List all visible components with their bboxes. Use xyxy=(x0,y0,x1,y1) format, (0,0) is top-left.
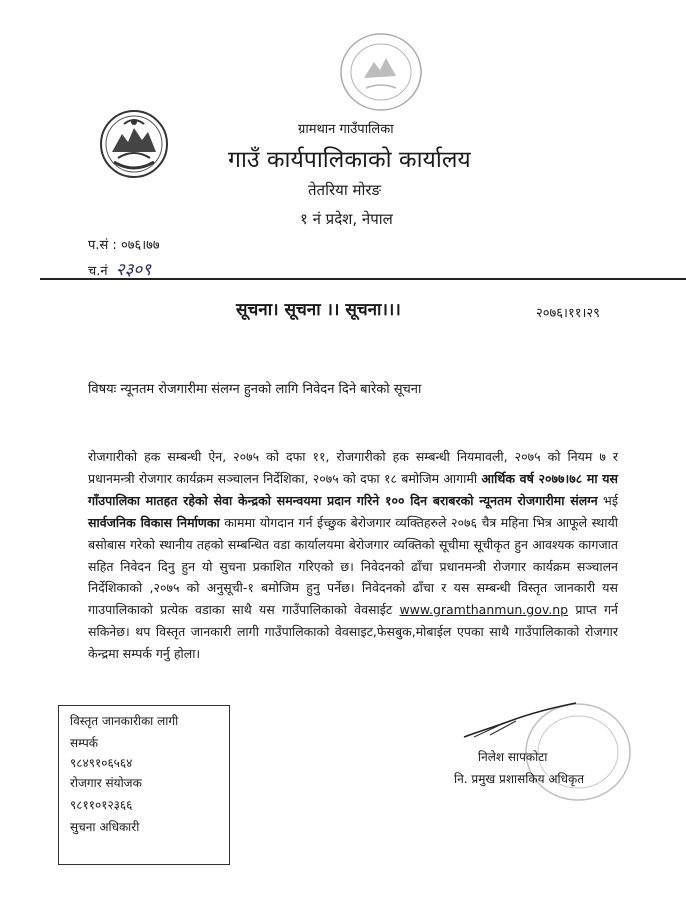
municipality-name: ग्रामथान गाउँपालिका xyxy=(298,122,394,137)
body-bold-1: आर्थिक वर्ष २०७७।७८ मा यस गाँउपालिका मातहत रहेको सेवा केन्द्रको समन्वयमा प्रदान गरिने १०० दिन बराबरको न्यूनतम रोजगारीमा संलग्न xyxy=(88,470,618,508)
body-part-4: प्राप्त गर्न सकिनेछ। थप विस्तृत जानकारी लागी गाउँपालिकाको वेवसाइट,फेसबुक,मोबाईल एपका साथै गाउँपालिकाको रोजगार केन्द्रमा सम्पर्क गर्नु होला। xyxy=(88,602,618,662)
handwritten-signature xyxy=(460,697,580,743)
ps-label: प.सं : xyxy=(88,238,117,253)
body-part-2: भई xyxy=(597,492,618,508)
office-title: गाउँ कार्यपालिकाको कार्यालय xyxy=(228,147,471,173)
website-link[interactable]: www.gramthanmun.gov.np xyxy=(399,602,569,618)
signer-title: नि. प्रमुख प्रशासकिय अधिकृत xyxy=(454,772,585,786)
notice-heading: सूचना। सूचना ।। सूचना।।। xyxy=(236,300,401,320)
notice-body xyxy=(88,446,618,665)
contact-phone-1: ९८४९१०६५६४ xyxy=(70,756,133,770)
signer-name: निलेश सापकोटा xyxy=(478,750,548,764)
chn-label: च.नं xyxy=(88,264,108,279)
contact-box xyxy=(58,705,230,865)
contact-phone-2: ९८११०१२३६६ xyxy=(70,798,133,812)
reference-ps xyxy=(88,235,160,253)
header-divider xyxy=(40,278,686,280)
body-bold-2: सार्वजनिक विकास निर्माणका xyxy=(88,514,220,530)
chn-handwritten-value: २३०९ xyxy=(115,260,152,280)
subject-line: विषयः न्यूनतम रोजगारीमा संलग्न हुनको लागि निवेदन दिने बारेको सूचना xyxy=(88,382,422,397)
contact-label: सम्पर्क xyxy=(70,736,98,750)
office-province: १ नं प्रदेश, नेपाल xyxy=(300,210,393,228)
notice-date: २०७६।११।२९ xyxy=(536,306,600,321)
contact-heading: विस्तृत जानकारीका लागी xyxy=(70,714,179,728)
body-part-1: रोजगारीको हक सम्बन्धी ऐन, २०७५ को दफा ११, रोजगारीको हक सम्बन्धी नियमावली, २०७५ को नियम ७ र प्रधानमन्त्री रोजगार कार्यक्रम सञ्चालन निर्देशिका, २०७५ को दफा १८ बमोजिम आगामी xyxy=(88,449,618,486)
contact-role-2: सुचना अधिकारी xyxy=(70,820,140,834)
body-part-3: काममा योगदान गर्न ईच्छुक बेरोजगार व्यक्तिहरुले २०७६ चैत्र महिना भित्र आफूले स्थायी बसोबास गरेको स्थानीय तहको सम्बन्धित वडा कार्यालयमा बेरोजगार व्यक्तिको सूचीमा सूचीकृत हुन आवश्यक कागजात सहित निवेदन दिनु हुन यो सुचना प्रकाशित गरिएको छ। निवेदनको ढाँचा प्रधानमन्त्री रोजगार कार्यक्रम सञ्चालन निर्देशिकाको ,२०७५ को अनुसूची-१ बमोजिम हुनु पर्नेछ। निवेदनको ढाँचा र यस सम्बन्धी विस्तृत जानकारी यस गाउपालिकाको प्रत्येक वडाका साथै यस गाउँपालिकाको वेवसाईट xyxy=(88,514,618,618)
contact-role-1: रोजगार संयोजक xyxy=(70,776,142,790)
office-stamp-seal xyxy=(336,28,426,116)
office-location: तेतरिया मोरङ xyxy=(308,181,382,199)
nepal-emblem-logo xyxy=(98,108,170,180)
reference-chn xyxy=(88,257,151,280)
ps-value: ०७६।७७ xyxy=(120,238,160,253)
